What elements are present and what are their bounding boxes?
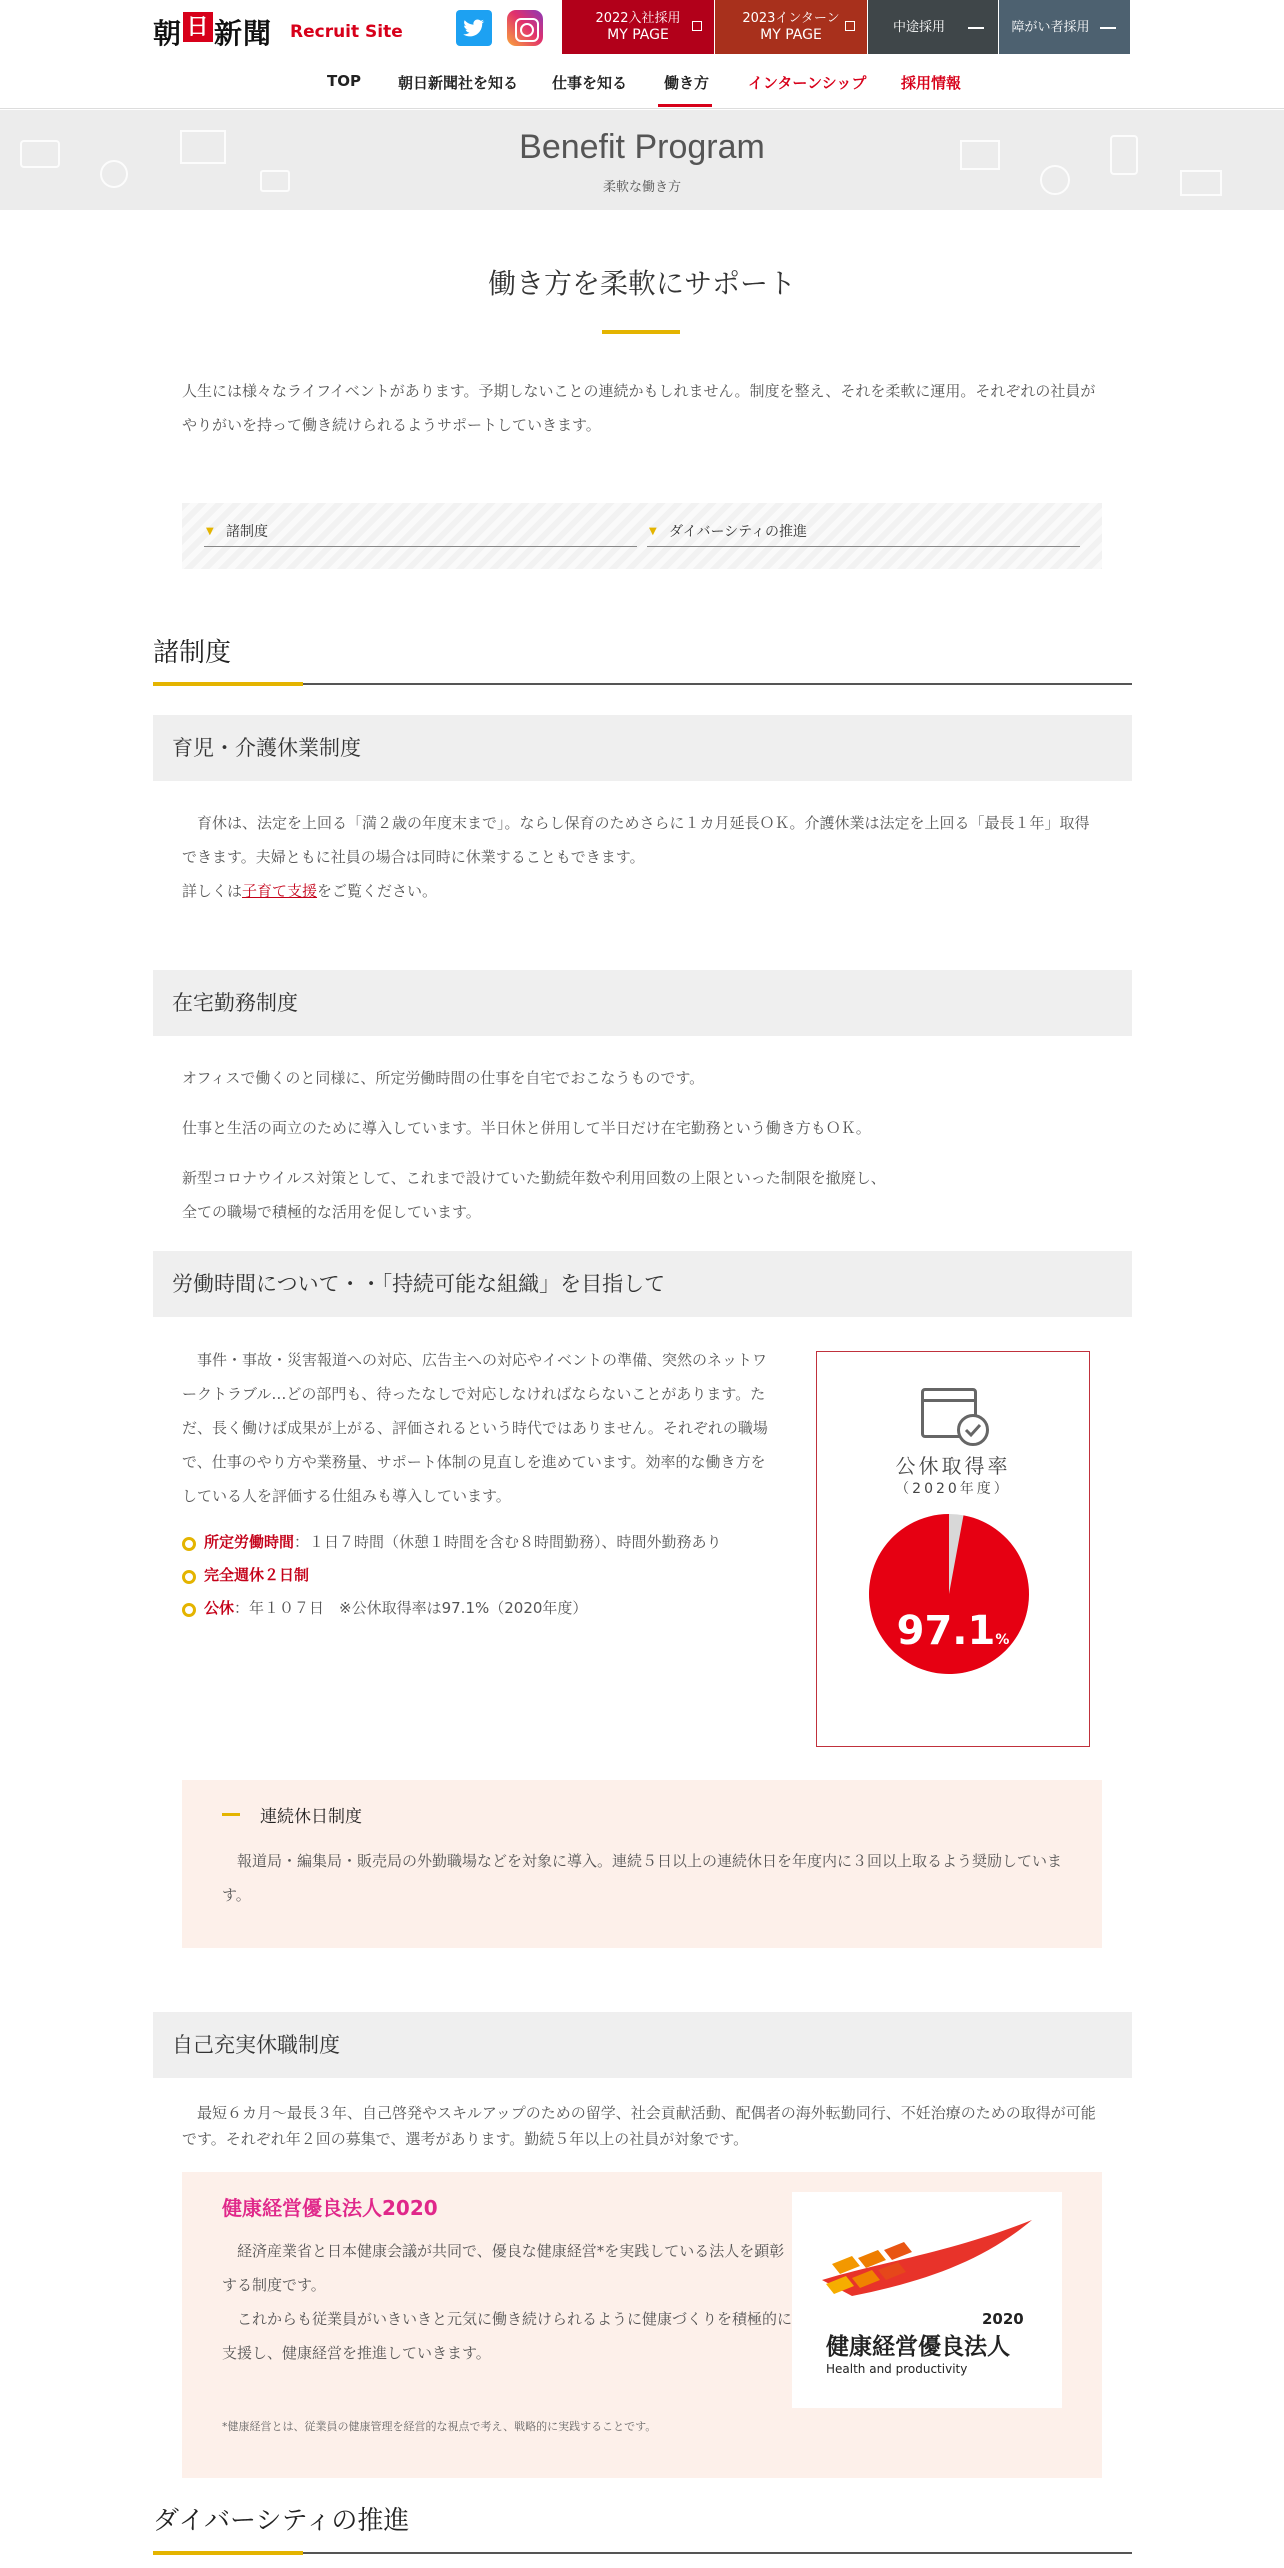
anchor-diversity[interactable]: ▼ ダイバーシティの推進 xyxy=(647,517,1080,547)
remote-p2: 仕事と生活の両立のために導入しています。半日休と併用して半日だけ在宅勤務という働き方もＯＫ。 xyxy=(182,1119,871,1137)
recruit-site-label[interactable]: Recruit Site xyxy=(290,22,403,42)
kenko-logo: 2020 健康経営優良法人 Health and productivity xyxy=(792,2192,1062,2408)
section-divider xyxy=(153,683,1132,685)
list-item: 公休：年１０７日 ※公休取得率は97.1%（2020年度） xyxy=(182,1592,782,1625)
remote-p3b: 全ての職場で積極的な活用を促しています。 xyxy=(182,1203,481,1221)
section-title-systems: 諸制度 xyxy=(153,638,232,668)
anchor-systems[interactable]: ▼ 諸制度 xyxy=(204,517,637,547)
holiday-rate-card xyxy=(816,1351,1090,1747)
holiday-rate-label: 公休取得率 xyxy=(895,1454,1011,1478)
heading-hours: 労働時間について・・「持続可能な組織」を目指して xyxy=(153,1251,1132,1317)
section-title-diversity: ダイバーシティの推進 xyxy=(153,2506,410,2536)
childcare-text: 育休は、法定を上回る「満２歳の年度末まで」。ならし保育のためさらに１カ月延長ＯＫ。介護休業は法定を上回る「最長１年」取得できます。夫婦ともに社員の場合は同時に休業することもできます。 xyxy=(182,814,1090,866)
consecutive-holiday-title: 連続休日制度 xyxy=(260,1807,362,1827)
hero-banner xyxy=(0,110,1284,210)
remote-p1: オフィスで働くのと同様に、所定労働時間の仕事を自宅でおこなうものです。 xyxy=(182,1069,705,1087)
kenko-note: *健康経営とは、従業員の健康管理を経営的な視点で考え、戦略的に実践することです。 xyxy=(222,2420,657,2433)
nav-recruit-info[interactable]: 採用情報 xyxy=(901,74,962,92)
nav-about-company[interactable]: 朝日新聞社を知る xyxy=(398,74,519,92)
midcareer-button[interactable]: 中途採用 xyxy=(868,0,998,54)
check-icon xyxy=(957,1414,989,1446)
hours-text: 事件・事故・災害報道への対応、広告主への対応やイベントの準備、突然のネットワークトラブル…どの部門も、待ったなしで対応しなければならないことがあります。ただ、長く働けば成果が上がる、評価されるという時代ではありません。それぞれの職場で、仕事のやり方や業務量、サポート体制の見直しを進めています。効率的な働き方をしている人を評価する仕組みも導入しています。 xyxy=(182,1351,768,1505)
mypage-2022-button[interactable]: 2022入社採用 MY PAGE xyxy=(562,0,714,54)
kenko-text: 経済産業省と日本健康会議が共同で、優良な健康経営*を実践している法人を顕彰する制度です。 これからも従業員がいきいきと元気に働き続けられるように健康づくりを積極的に支援し、健康経営を推進していきます。 xyxy=(222,2242,793,2362)
kenko-award-box xyxy=(182,2172,1102,2478)
heading-childcare: 育児・介護休業制度 xyxy=(153,715,1132,781)
page-title: 働き方を柔軟にサポート xyxy=(487,267,796,300)
childcare-support-link[interactable]: 子育て支援 xyxy=(242,882,318,900)
site-logo[interactable]: 朝 日 新聞 xyxy=(153,14,273,50)
selfdev-text: 最短６カ月〜最長３年、自己啓発やスキルアップのための留学、社会貢献活動、配偶者の海外転勤同行、不妊治療のための取得が可能です。それぞれ年２回の募集で、選考があります。勤続５年以上の社員が対象です。 xyxy=(182,2104,1096,2148)
external-link-icon xyxy=(845,21,855,31)
dash-icon xyxy=(222,1813,240,1816)
consecutive-holiday-box xyxy=(182,1780,1102,1948)
consecutive-holiday-text: 報道局・編集局・販売局の外勤職場などを対象に導入。連続５日以上の連続休日を年度内に３回以上取るよう奨励しています。 xyxy=(222,1852,1063,1904)
nav-about-work[interactable]: 仕事を知る xyxy=(552,74,628,92)
disability-recruit-button[interactable]: 障がい者採用 xyxy=(999,0,1130,54)
nav-active-indicator xyxy=(658,104,712,107)
holiday-rate-year: （2020年度） xyxy=(895,1481,1011,1497)
hero-subtitle: 柔軟な働き方 xyxy=(602,180,681,195)
kenko-logo-graphic xyxy=(792,2192,1062,2312)
header xyxy=(0,0,1284,54)
remote-p3a: 新型コロナウイルス対策として、これまで設けていた勤続年数や利用回数の上限といった制限を撤廃し、 xyxy=(182,1169,886,1187)
section-divider xyxy=(153,2552,1132,2554)
hours-bullets xyxy=(182,1526,782,1625)
anchor-links xyxy=(182,503,1102,569)
intro-text: 人生には様々なライフイベントがあります。予期しないことの連続かもしれません。制度を整え、それを柔軟に運用。それぞれの社員がやりがいを持って働き続けられるようサポートしていきます。 xyxy=(182,382,1096,434)
external-link-icon xyxy=(692,21,702,31)
global-nav xyxy=(0,54,1284,109)
instagram-icon[interactable] xyxy=(507,10,543,46)
nav-top[interactable]: TOP xyxy=(327,72,361,90)
twitter-icon[interactable] xyxy=(456,10,492,46)
nav-internship[interactable]: インターンシップ xyxy=(748,74,867,92)
list-item: 完全週休２日制 xyxy=(182,1559,782,1592)
childcare-link-line: 詳しくは子育て支援をご覧ください。 xyxy=(182,882,438,900)
title-accent-bar xyxy=(602,330,680,334)
kenko-title: 健康経営優良法人2020 xyxy=(222,2196,438,2220)
dash-icon xyxy=(1100,27,1116,29)
heading-remote: 在宅勤務制度 xyxy=(153,970,1132,1036)
hero-title: Benefit Program xyxy=(519,128,765,166)
dash-icon xyxy=(968,27,984,29)
heading-selfdev: 自己充実休職制度 xyxy=(153,2012,1132,2078)
nav-workstyle[interactable]: 働き方 xyxy=(664,74,710,92)
holiday-rate-value: 97.1% xyxy=(896,1608,1010,1654)
list-item: 所定労働時間：１日７時間（休憩１時間を含む８時間勤務）、時間外勤務あり xyxy=(182,1526,782,1559)
mypage-2023-intern-button[interactable]: 2023インターン MY PAGE xyxy=(715,0,867,54)
